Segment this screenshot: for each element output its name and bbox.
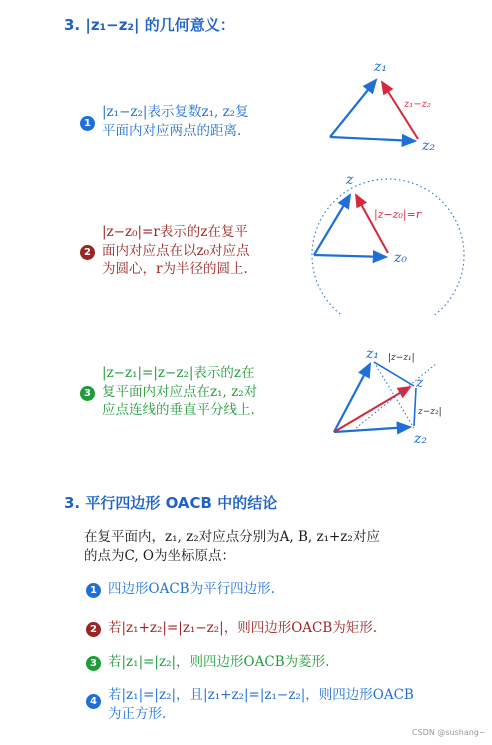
vector-z0 [314,255,386,257]
vector-radius [356,195,388,253]
item3-text: |z−z₁|=|z−z₂|表示的z在 复平面内对应点在z₁, z₂对 应点连线的垂直平分线上. [102,365,258,418]
vector-z [314,195,350,255]
label-radius: |z−z₀|=r [374,208,422,221]
segment-z-z1 [374,362,414,386]
label-z2: z₂ [422,138,435,154]
item1-text: |z₁−z₂|表示复数z₁, z₂复 平面内对应两点的距离. [102,104,249,139]
item2-text: |z−z₀|=r表示的z在复平 面内对应点在以z₀对应点 为圆心，r为半径的圆上. [102,224,250,277]
label-z-minus-z1: |z−z₁| [388,353,415,363]
section1-title: 3. |z₁−z₂| 的几何意义： [64,16,235,34]
number-badge-7: 4 [86,694,101,709]
label-z-minus-z2: z−z₂| [418,407,442,417]
label-diff: z₁−z₂ [404,99,431,110]
vector-z1 [330,80,376,137]
label-z: z [346,172,354,188]
section2-title: 3. 平行四边形 OACB 中的结论 [64,494,278,512]
number-badge-1: 1 [80,116,95,131]
number-badge-5: 2 [86,622,101,637]
vector-z1-minus-z2 [382,82,418,139]
conclusion-3: 若|z₁|=|z₂|，则四边形OACB为菱形. [108,654,330,670]
number-badge-3: 3 [80,386,95,401]
number-badge-2: 2 [80,245,95,260]
number-badge-6: 3 [86,656,101,671]
label-z2: z₂ [414,431,427,447]
conclusion-2: 若|z₁+z₂|=|z₁−z₂|，则四边形OACB为矩形. [108,620,378,636]
diagram-circle [300,165,480,315]
vector-z2 [334,427,410,432]
vector-z2 [330,137,415,141]
label-z1: z₁ [374,59,387,75]
diagram-bisector [326,342,476,447]
circle-locus [312,179,464,315]
conclusion-1: 四边形OACB为平行四边形. [108,581,275,597]
conclusion-4: 若|z₁|=|z₂|，且|z₁+z₂|=|z₁−z₂|，则四边形OACB 为正方形. [108,687,414,722]
segment-z1-z2 [374,362,414,428]
label-z: z [416,375,424,391]
watermark: CSDN @sushang~ [412,728,486,737]
number-badge-4: 1 [86,583,101,598]
segment-z-z2 [414,388,416,426]
section2-intro: 在复平面内，z₁, z₂对应点分别为A, B, z₁+z₂对应 的点为C, O为坐标原点： [84,529,380,564]
diagram-distance [320,55,470,165]
label-z0: z₀ [394,250,407,266]
label-z1: z₁ [366,346,379,362]
